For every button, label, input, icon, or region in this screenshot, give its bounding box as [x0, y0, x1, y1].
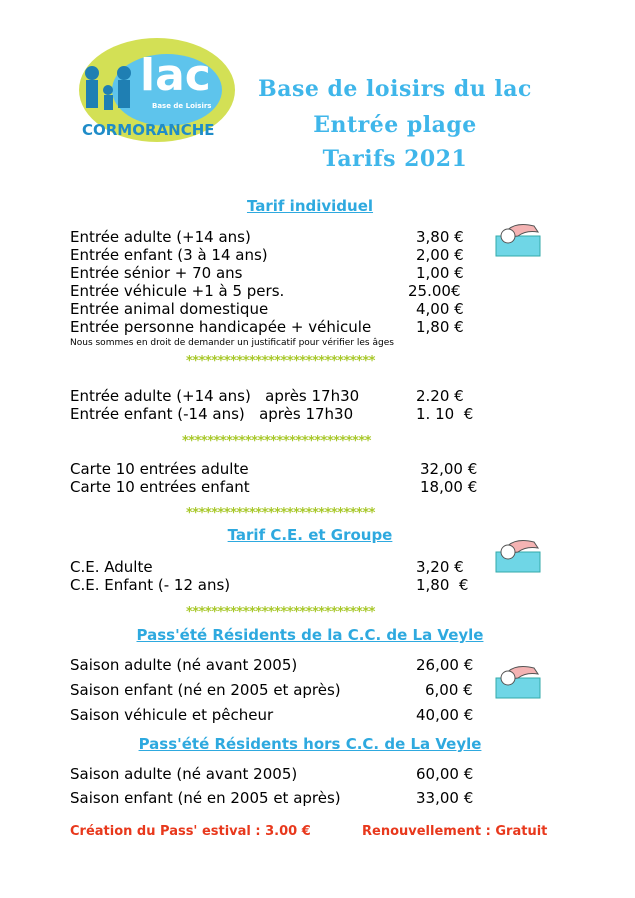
- logo-lac: lac: [140, 50, 211, 101]
- row-label: Entrée enfant (3 à 14 ans): [70, 246, 268, 264]
- row-price: 33,00 €: [416, 789, 474, 807]
- price-row: [70, 656, 297, 674]
- star-divider: ******************************: [186, 605, 375, 620]
- heading-ce: Tarif C.E. et Groupe: [227, 526, 393, 544]
- heading-hors: Pass'été Résidents hors C.C. de La Veyle: [138, 735, 482, 753]
- heading-individuel: Tarif individuel: [246, 197, 374, 215]
- row-price: 1,00 €: [416, 264, 464, 282]
- price-row: [70, 264, 242, 282]
- price-row: [70, 789, 341, 807]
- row-label: Entrée animal domestique: [70, 300, 269, 318]
- row-label: C.E. Adulte: [70, 558, 153, 576]
- price-row: [70, 460, 249, 478]
- price-row: [70, 387, 359, 405]
- logo: [62, 28, 242, 148]
- row-label: Saison adulte (né avant 2005): [70, 765, 298, 783]
- heading-residents: Pass'été Résidents de la C.C. de La Veyle: [136, 626, 484, 644]
- star-divider: ******************************: [182, 434, 371, 449]
- row-label: Entrée adulte (+14 ans) après 17h30: [70, 387, 360, 405]
- row-label: Entrée sénior + 70 ans: [70, 264, 243, 282]
- row-label: Entrée personne handicapée + véhicule: [70, 318, 372, 336]
- price-row: [70, 576, 230, 594]
- row-price: 2.20 €: [416, 387, 464, 405]
- row-price: 1,80 €: [416, 318, 464, 336]
- price-row: [70, 300, 268, 318]
- row-label: Entrée enfant (-14 ans) après 17h30: [70, 405, 354, 423]
- row-label: Entrée adulte (+14 ans): [70, 228, 251, 246]
- row-price: 3,80 €: [416, 228, 464, 246]
- title-line-3: Tarifs 2021: [322, 146, 468, 172]
- star-divider: ******************************: [186, 354, 375, 369]
- row-price: 26,00 €: [416, 656, 474, 674]
- row-price: 25.00€: [408, 282, 461, 300]
- renouvellement: Renouvellement : Gratuit: [362, 824, 548, 839]
- row-label: Carte 10 entrées adulte: [70, 460, 249, 478]
- title-line-2: Entrée plage: [313, 112, 477, 138]
- logo-name: CORMORANCHE: [82, 121, 215, 139]
- swimmer-icon: [490, 530, 546, 574]
- row-price: 3,20 €: [416, 558, 464, 576]
- price-row: [70, 228, 251, 246]
- row-label: Saison adulte (né avant 2005): [70, 656, 298, 674]
- creation-pass: Création du Pass' estival : 3.00 €: [70, 824, 311, 839]
- price-row: [70, 765, 297, 783]
- price-row: [70, 282, 284, 300]
- title-line-1: Base de loisirs du lac: [258, 76, 532, 102]
- row-price: 4,00 €: [416, 300, 464, 318]
- row-price: 40,00 €: [416, 706, 474, 724]
- price-row: [70, 681, 341, 699]
- row-label: Saison enfant (né en 2005 et après): [70, 681, 341, 699]
- row-price: 6,00 €: [425, 681, 473, 699]
- price-row: [70, 246, 268, 264]
- row-price: 60,00 €: [416, 765, 474, 783]
- price-row: [70, 706, 273, 724]
- price-row: [70, 478, 250, 496]
- swimmer-icon: [490, 214, 546, 258]
- price-row: [70, 318, 371, 336]
- age-note: Nous sommes en droit de demander un justificatif pour vérifier les âges: [70, 338, 394, 348]
- row-price: 1. 10 €: [416, 405, 474, 423]
- row-price: 32,00 €: [420, 460, 478, 478]
- row-label: C.E. Enfant (- 12 ans): [70, 576, 231, 594]
- row-label: Entrée véhicule +1 à 5 pers.: [70, 282, 285, 300]
- star-divider: ******************************: [186, 506, 375, 521]
- price-row: [70, 558, 153, 576]
- swimmer-icon: [490, 656, 546, 700]
- row-price: 18,00 €: [420, 478, 478, 496]
- row-label: Carte 10 entrées enfant: [70, 478, 250, 496]
- logo-sub: Base de Loisirs: [152, 102, 212, 110]
- row-price: 1,80 €: [416, 576, 469, 594]
- row-label: Saison véhicule et pêcheur: [70, 706, 274, 724]
- row-label: Saison enfant (né en 2005 et après): [70, 789, 341, 807]
- row-price: 2,00 €: [416, 246, 464, 264]
- price-row: [70, 405, 353, 423]
